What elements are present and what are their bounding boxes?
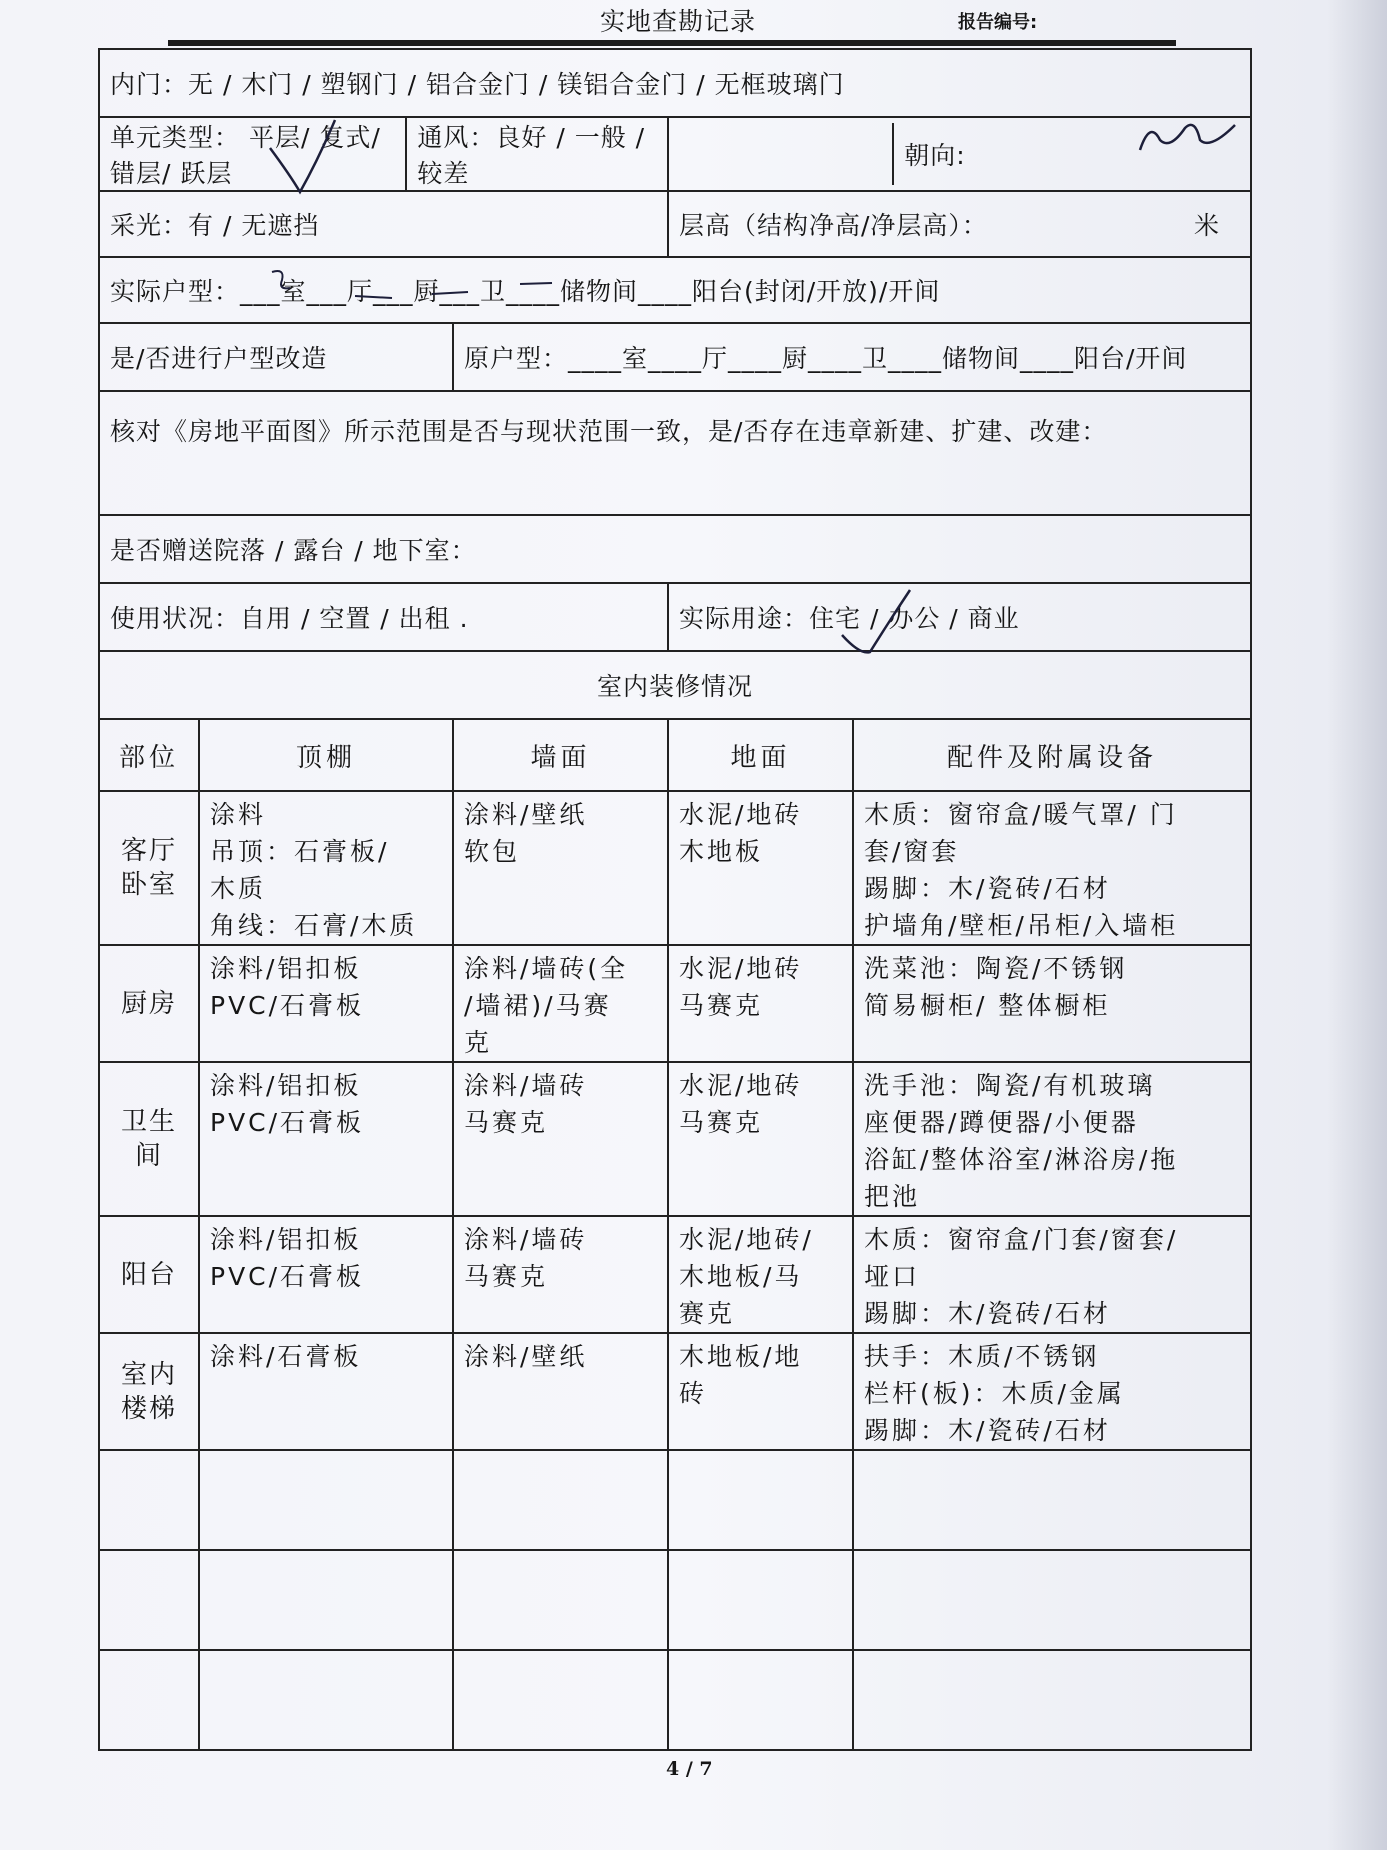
floor-cell: 水泥/地砖 马赛克 (668, 1062, 853, 1216)
wall-cell: 涂料/墙砖(全 /墙裙)/马赛 克 (453, 945, 668, 1062)
wall-cell: 涂料/壁纸 软包 (453, 791, 668, 945)
document-title: 实地查勘记录 (600, 7, 757, 36)
decoration-title: 室内装修情况 (99, 651, 1251, 719)
fittings-cell: 洗手池：陶瓷/有机玻璃 座便器/蹲便器/小便器 浴缸/整体浴室/淋浴房/拖 把池 (853, 1062, 1251, 1216)
gift-row: 是否赠送院落 / 露台 / 地下室： (99, 515, 1251, 583)
col-header-floor: 地面 (668, 719, 853, 791)
actual-layout-row: 实际户型：___室___厅___厨___卫____储物间____阳台(封闭/开放)/开间 (99, 257, 1251, 323)
part-cell: 室内 楼梯 (99, 1333, 199, 1450)
part-cell: 卫生 间 (99, 1062, 199, 1216)
ventilation-text: 通风：良好 / 一般 / 较差 (406, 118, 657, 190)
floor-height-label: 层高（结构净高/净层高）： (679, 211, 988, 240)
fittings-cell: 木质：窗帘盒/门套/窗套/ 垭口 踢脚：木/瓷砖/石材 (853, 1216, 1251, 1333)
ceiling-cell: 涂料/石膏板 (199, 1333, 453, 1450)
floor-cell: 水泥/地砖/ 木地板/马 赛克 (668, 1216, 853, 1333)
lighting-cell: 采光：有 / 无遮挡 (99, 191, 668, 257)
wall-cell: 涂料/壁纸 (453, 1333, 668, 1450)
fittings-cell: 木质：窗帘盒/暖气罩/ 门 套/窗套 踢脚：木/瓷砖/石材 护墙角/壁柜/吊柜/入墙柜 (853, 791, 1251, 945)
fittings-cell: 洗菜池：陶瓷/不锈钢 简易橱柜/ 整体橱柜 (853, 945, 1251, 1062)
ceiling-cell: 涂料/铝扣板 PVC/石膏板 (199, 1216, 453, 1333)
col-header-fittings: 配件及附属设备 (853, 719, 1251, 791)
wall-cell: 涂料/墙砖 马赛克 (453, 1216, 668, 1333)
report-number-label: 报告编号: (958, 12, 1038, 33)
inner-door-row: 内门：无 / 木门 / 塑钢门 / 铝合金门 / 镁铝合金门 / 无框玻璃门 (99, 49, 1251, 117)
part-cell: 厨房 (99, 945, 199, 1062)
col-header-part: 部位 (99, 719, 199, 791)
ceiling-cell: 涂料/铝扣板 PVC/石膏板 (199, 1062, 453, 1216)
floor-cell: 水泥/地砖 木地板 (668, 791, 853, 945)
unit-type-text: 单元类型： 平层/ 复式/ 错层/ 跃层 (110, 123, 381, 188)
col-header-ceiling: 顶棚 (199, 719, 453, 791)
floor-cell: 水泥/地砖 马赛克 (668, 945, 853, 1062)
part-cell: 客厅 卧室 (99, 791, 199, 945)
col-header-wall: 墙面 (453, 719, 668, 791)
fittings-cell: 扶手：木质/不锈钢 栏杆(板)：木质/金属 踢脚：木/瓷砖/石材 (853, 1333, 1251, 1450)
actual-use-cell: 实际用途：住宅 / 办公 / 商业 (668, 583, 1251, 651)
usage-status-cell: 使用状况：自用 / 空置 / 出租 . (99, 583, 668, 651)
ceiling-cell: 涂料 吊顶：石膏板/ 木质 角线：石膏/木质 (199, 791, 453, 945)
floor-cell: 木地板/地 砖 (668, 1333, 853, 1450)
wall-cell: 涂料/墙砖 马赛克 (453, 1062, 668, 1216)
page-number: 4 / 7 (666, 1758, 713, 1780)
floor-height-unit: 米 (1194, 211, 1221, 240)
orientation-label: 朝向: (893, 123, 1240, 185)
renovation-cell: 是/否进行户型改造 (99, 323, 453, 391)
verify-row: 核对《房地平面图》所示范围是否与现状范围一致，是/否存在违章新建、扩建、改建： (99, 391, 1251, 515)
original-layout-cell: 原户型：____室____厅____厨____卫____储物间____阳台/开间 (453, 323, 1251, 391)
part-cell: 阳台 (99, 1216, 199, 1333)
ceiling-cell: 涂料/铝扣板 PVC/石膏板 (199, 945, 453, 1062)
